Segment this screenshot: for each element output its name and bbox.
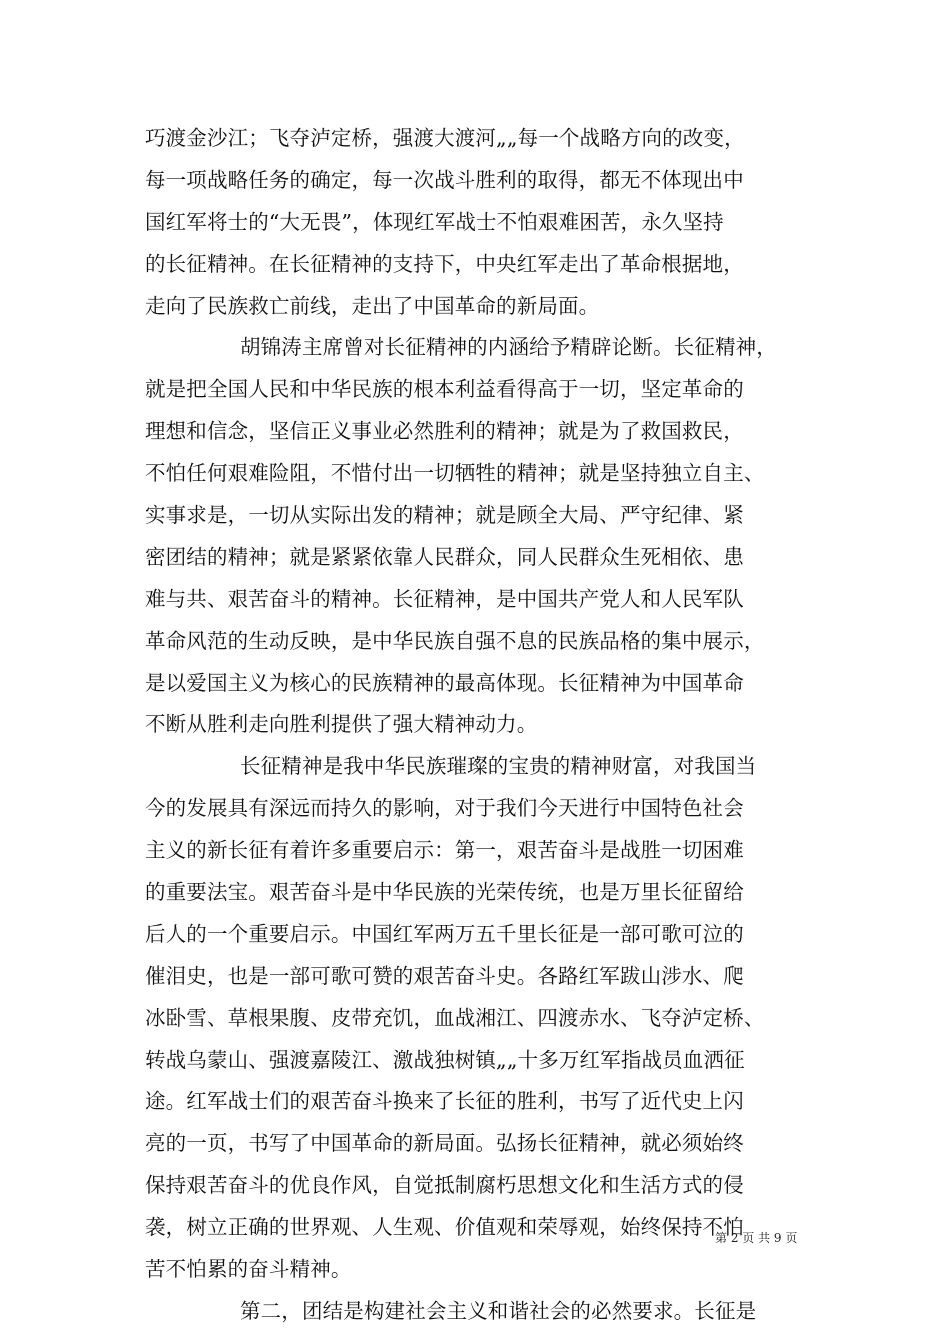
text-line: 每一项战略任务的确定，每一次战斗胜利的取得，都无不体现出中 (145, 167, 744, 192)
text-line: 长征精神是我中华民族璀璨的宝贵的精神财富，对我国当 (240, 754, 757, 779)
text-line: 转战乌蒙山、强渡嘉陵江、激战独树镇„„十多万红军指战员血洒征 (145, 1047, 745, 1072)
text-line: 巧渡金沙江；飞夺泸定桥，强渡大渡河„„每一个战略方向的改变， (145, 126, 745, 150)
text-line: 走向了民族救亡前线，走出了中国革命的新局面。 (145, 293, 600, 318)
page-number: 第 2 页 共 9 页 (715, 1231, 798, 1245)
text-line: 主义的新长征有着许多重要启示：第一，艰苦奋斗是战胜一切困难 (145, 838, 744, 863)
text-line: 第二，团结是构建社会主义和谐社会的必然要求。长征是 (240, 1298, 757, 1323)
text-line: 的长征精神。在长征精神的支持下，中央红军走出了革命根据地， (145, 251, 744, 276)
text-line: 难与共、艰苦奋斗的精神。长征精神，是中国共产党人和人民军队 (145, 586, 744, 611)
text-line: 国红军将士的“大无畏”，体现红军战士不怕艰难困苦，永久坚持 (145, 209, 724, 234)
paragraph (145, 746, 810, 1291)
text-line: 催泪史，也是一部可歌可赞的艰苦奋斗史。各路红军跋山涉水、爬 (145, 963, 744, 988)
text-line: 是以爱国主义为核心的民族精神的最高体现。长征精神为中国革命 (145, 670, 744, 695)
text-line: 理想和信念，坚信正义事业必然胜利的精神；就是为了救国救民， (145, 419, 744, 444)
paragraph (145, 118, 810, 327)
text-line: 的重要法宝。艰苦奋斗是中华民族的光荣传统，也是万里长征留给 (145, 880, 744, 905)
text-line: 后人的一个重要启示。中国红军两万五千里长征是一部可歌可泣的 (145, 921, 744, 946)
paragraph (145, 327, 810, 746)
text-line: 途。红军战士们的艰苦奋斗换来了长征的胜利，书写了近代史上闪 (145, 1089, 744, 1114)
text-line: 密团结的精神；就是紧紧依靠人民群众，同人民群众生死相依、患 (145, 544, 744, 569)
text-line: 不断从胜利走向胜利提供了强大精神动力。 (145, 712, 538, 737)
text-line: 冰卧雪、草根果腹、皮带充饥，血战湘江、四渡赤水、飞夺泸定桥、 (145, 1005, 765, 1030)
text-line: 不怕任何艰难险阻，不惜付出一切牺牲的精神；就是坚持独立自主、 (145, 461, 765, 486)
paragraph (145, 1291, 810, 1333)
text-line: 革命风范的生动反映，是中华民族自强不息的民族品格的集中展示， (145, 628, 765, 653)
text-line: 胡锦涛主席曾对长征精神的内涵给予精辟论断。长征精神， (240, 335, 777, 360)
text-line: 保持艰苦奋斗的优良作风，自觉抵制腐朽思想文化和生活方式的侵 (145, 1173, 744, 1198)
text-line: 亮的一页，书写了中国革命的新局面。弘扬长征精神，就必须始终 (145, 1131, 744, 1156)
text-line: 就是把全国人民和中华民族的根本利益看得高于一切，坚定革命的 (145, 377, 744, 402)
text-line: 实事求是，一切从实际出发的精神；就是顾全大局、严守纪律、紧 (145, 503, 744, 528)
document-body (145, 118, 810, 1333)
text-line: 袭，树立正确的世界观、人生观、价值观和荣辱观，始终保持不怕 (145, 1215, 744, 1240)
text-line: 苦不怕累的奋斗精神。 (145, 1257, 352, 1282)
text-line: 今的发展具有深远而持久的影响，对于我们今天进行中国特色社会 (145, 796, 744, 821)
